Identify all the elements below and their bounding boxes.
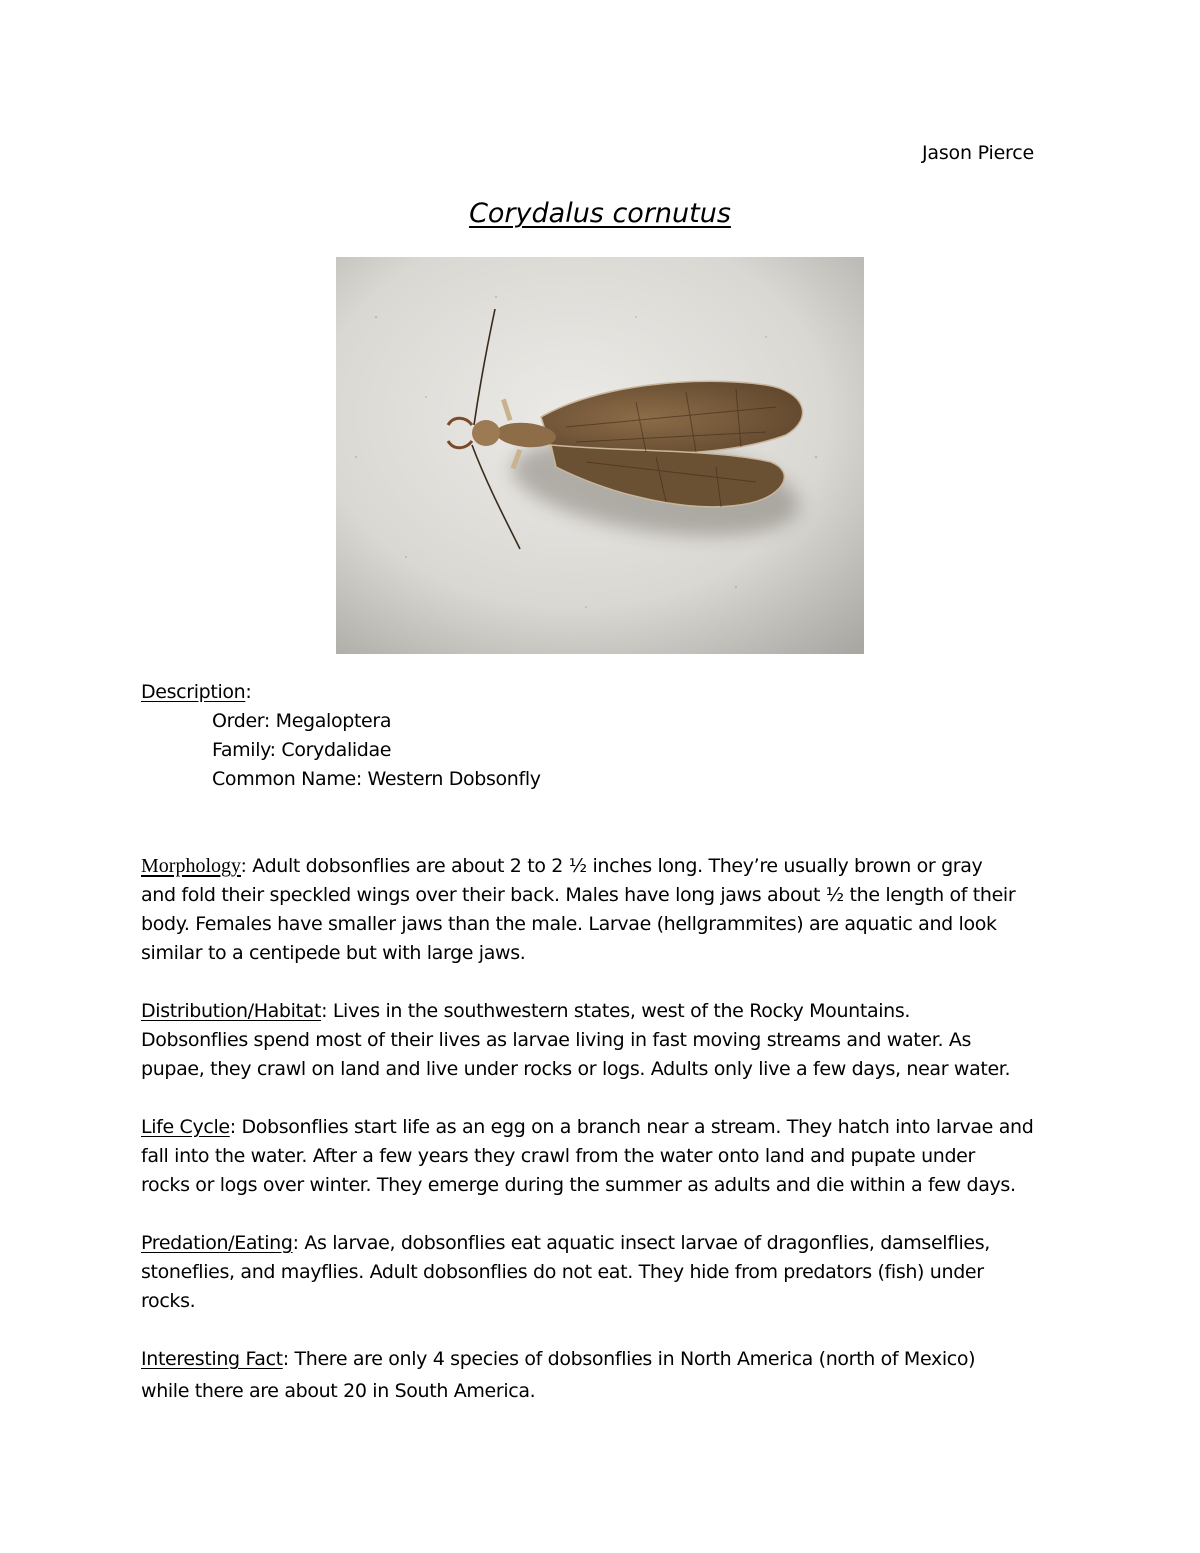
distribution-line-2: Dobsonflies spend most of their lives as larvae living in fast moving streams and water. As [141, 1029, 972, 1051]
author-name: Jason Pierce [922, 142, 1034, 164]
species-name: Corydalus cornutus [469, 198, 731, 229]
life-cycle-label: Life Cycle [141, 1116, 230, 1138]
fact-line-1: Interesting Fact: There are only 4 species of dobsonflies in North America (north of Mexico) [141, 1348, 976, 1370]
predation-line-1: Predation/Eating: As larvae, dobsonflies eat aquatic insect larvae of dragonflies, damselflies, [141, 1232, 990, 1254]
predation-line-3: rocks. [141, 1290, 196, 1312]
dobsonfly-photo [336, 257, 864, 654]
page-title [0, 198, 1200, 229]
common-name-line: Common Name: Western Dobsonfly [212, 768, 541, 790]
life-cycle-line-2: fall into the water. After a few years they crawl from the water onto land and pupate under [141, 1145, 975, 1167]
morphology-label: Morphology [141, 855, 241, 877]
fact-label: Interesting Fact [141, 1348, 283, 1370]
document-body [141, 678, 1071, 1408]
predation-line-2: stoneflies, and mayflies. Adult dobsonflies do not eat. They hide from predators (fish) under [141, 1261, 984, 1283]
life-cycle-line-1: Life Cycle: Dobsonflies start life as an egg on a branch near a stream. They hatch into larvae and [141, 1116, 1034, 1138]
family-line: Family: Corydalidae [212, 739, 392, 761]
morphology-line-4: similar to a centipede but with large jaws. [141, 942, 526, 964]
predation-label: Predation/Eating [141, 1232, 293, 1254]
morphology-line-1: Morphology: Adult dobsonflies are about 2 to 2 ½ inches long. They’re usually brown or gray [141, 855, 983, 877]
morphology-line-3: body. Females have smaller jaws than the male. Larvae (hellgrammites) are aquatic and look [141, 913, 997, 935]
order-line: Order: Megaloptera [212, 710, 392, 732]
distribution-label: Distribution/Habitat [141, 1000, 322, 1022]
distribution-line-1: Distribution/Habitat: Lives in the southwestern states, west of the Rocky Mountains. [141, 1000, 911, 1022]
life-cycle-line-3: rocks or logs over winter. They emerge during the summer as adults and die within a few days. [141, 1174, 1016, 1196]
description-heading: Description: [141, 681, 252, 703]
distribution-line-3: pupae, they crawl on land and live under rocks or logs. Adults only live a few days, near water. [141, 1058, 1011, 1080]
morphology-line-2: and fold their speckled wings over their back. Males have long jaws about ½ the length of their [141, 884, 1016, 906]
fact-line-2: while there are about 20 in South America. [141, 1380, 536, 1402]
